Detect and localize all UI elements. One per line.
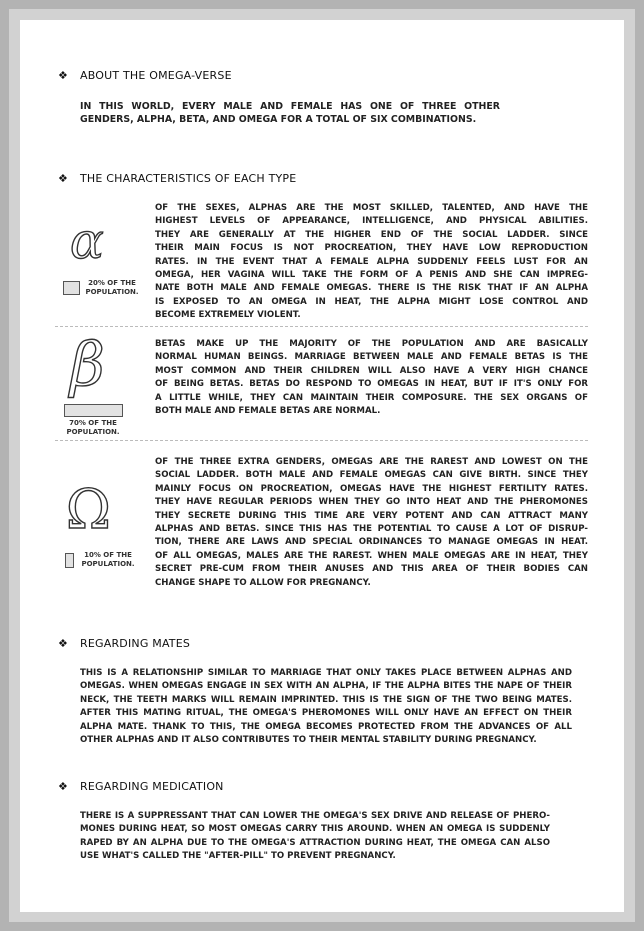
text-line: NORMAL HUMAN BEINGS. MARRIAGE BETWEEN MALE AND FEMALE BETAS IS THE xyxy=(155,352,588,363)
text-line: RATES. IN THE EVENT THAT A FEMALE ALPHA SUDDENLY FEELS LUST FOR AN xyxy=(155,256,588,267)
text-line: OMEGA, HER VAGINA WILL TAKE THE FORM OF A PENIS AND SHE CAN IMPREG- xyxy=(155,269,588,280)
text-line: IS EXPOSED TO AN OMEGA IN HEAT, THE ALPHA MIGHT LOSE CONTROL AND xyxy=(155,296,588,307)
text-line: OF BEING BETAS. BETAS DO RESPOND TO OMEGAS IN HEAT, BUT IF IT'S ONLY FOR xyxy=(155,379,588,390)
text-line: ALPHA MATE. THANK TO THIS, THE OMEGA BECOMES PROTECTED FROM THE ADVANCES OF ALL xyxy=(80,721,572,732)
heading-about xyxy=(58,69,232,82)
caption-line: POPULATION. xyxy=(66,428,120,436)
alpha-symbol: α xyxy=(70,212,104,270)
dotted-divider xyxy=(55,440,588,441)
text-line: ALPHAS AND BETAS. SINCE THIS HAS THE POTENTIAL TO CAUSE A LOT OF DISRUP- xyxy=(155,523,588,534)
text-line: TION, THERE ARE LAWS AND SPECIAL ORDINANCES TO MANAGE OMEGAS IN HEAT. xyxy=(155,537,588,548)
beta-paragraph xyxy=(155,338,588,418)
dotted-divider xyxy=(55,326,588,327)
text-line: THEIR MAIN FOCUS IS NOT PROCREATION, THEY HAVE LOW REPRODUCTION xyxy=(155,243,588,254)
omega-paragraph xyxy=(155,456,588,590)
text-line: IN THIS WORLD, EVERY MALE AND FEMALE HAS ONE OF THREE OTHER xyxy=(80,101,500,112)
text-line: SECRET PRE-CUM FROM THEIR ANUSES AND THIS AREA OF THEIR BODIES CAN xyxy=(155,564,588,575)
text-line: MAINLY FOCUS ON PROCREATION, OMEGAS HAVE THE HIGHEST FERTILITY RATES. xyxy=(155,483,588,494)
four-diamond-bullet-icon: ❖ xyxy=(58,780,69,793)
text-line: BECOME EXTREMELY VIOLENT. xyxy=(155,310,301,321)
text-line: MONES DURING HEAT, SO MOST OMEGAS CARRY THIS AROUND. WHEN AN OMEGA IS SUDDENLY xyxy=(80,824,550,835)
text-line: BETAS MAKE UP THE MAJORITY OF THE POPULATION AND ARE BASICALLY xyxy=(155,339,588,349)
caption-line: 20% OF THE xyxy=(88,279,136,287)
omega-symbol: Ω xyxy=(66,478,111,541)
caption-line: 70% OF THE xyxy=(69,419,117,427)
heading-text: ABOUT THE OMEGA-VERSE xyxy=(80,69,232,82)
text-line: THEY HAVE REGULAR PERIODS WHEN THEY GO INTO HEAT AND THE PHEROMONES xyxy=(155,497,588,508)
text-line: AFTER THIS MATING RITUAL, THE OMEGA'S PHEROMONES WILL ONLY HAVE AN EFFECT ON THEIR xyxy=(80,708,572,719)
text-line: OF THE SEXES, ALPHAS ARE THE MOST SKILLED, TALENTED, AND HAVE THE xyxy=(155,203,588,213)
caption-line: POPULATION. xyxy=(81,560,135,568)
mates-paragraph xyxy=(80,667,572,747)
text-line: BOTH MALE AND FEMALE BETAS ARE NORMAL. xyxy=(155,405,381,416)
about-paragraph xyxy=(80,100,500,127)
text-line: THIS IS A RELATIONSHIP SIMILAR TO MARRIAGE THAT ONLY TAKES PLACE BETWEEN ALPHAS AND xyxy=(80,668,572,678)
text-line: OMEGAS. WHEN OMEGAS ENGAGE IN SEX WITH AN ALPHA, IF THE ALPHA BITES THE NAPE OF THEIR xyxy=(80,681,572,692)
text-line: A LITTLE WHILE, THEY CAN MAINTAIN THEIR COMPOSURE. THE SEX ORGANS OF xyxy=(155,392,588,403)
text-line: THEY SECRETE DURING THIS TIME ARE VERY POTENT AND CAN ATTRACT MANY xyxy=(155,510,588,521)
omega-population-bar xyxy=(65,553,74,568)
text-line: MOST COMMON AND THEIR CHILDREN WILL ALSO HAVE A VERY HIGH CHANCE xyxy=(155,365,588,376)
text-line: THEY ARE GENERALLY AT THE HIGHER END OF THE SOCIAL LADDER. SINCE xyxy=(155,229,588,240)
text-line: RAPED BY AN ALPHA DUE TO THE OMEGA'S ATTRACTION DURING HEAT, THE OMEGA CAN ALSO xyxy=(80,837,550,848)
caption-line: 10% OF THE xyxy=(84,551,132,559)
text-line: OTHER ALPHAS AND IT ALSO CONTRIBUTES TO THEIR MENTAL STABILITY DURING PREGNANCY. xyxy=(80,734,537,745)
beta-population-caption xyxy=(60,419,126,437)
text-line: CHANGE SHAPE TO ALLOW FOR PREGNANCY. xyxy=(155,577,371,588)
text-line: GENDERS, ALPHA, BETA, AND OMEGA FOR A TOTAL OF SIX COMBINATIONS. xyxy=(80,114,477,126)
alpha-population-caption xyxy=(82,279,142,297)
medication-paragraph xyxy=(80,810,550,864)
heading-medication xyxy=(58,780,224,793)
beta-population-bar xyxy=(64,404,123,417)
four-diamond-bullet-icon: ❖ xyxy=(58,172,69,185)
heading-text: REGARDING MEDICATION xyxy=(80,780,224,793)
alpha-paragraph xyxy=(155,202,588,323)
text-line: NECK, THE TEETH MARKS WILL REMAIN IMPRINTED. THIS IS THE SIGN OF THE TWO BEING MATES. xyxy=(80,694,572,705)
text-line: THERE IS A SUPPRESSANT THAT CAN LOWER THE OMEGA'S SEX DRIVE AND RELEASE OF PHERO- xyxy=(80,811,550,821)
beta-symbol: β xyxy=(70,330,105,400)
text-line: HIGHEST LEVELS OF APPEARANCE, INTELLIGENCE, AND PHYSICAL ABILITIES. xyxy=(155,216,588,227)
alpha-population-bar xyxy=(63,281,80,295)
text-line: USE WHAT'S CALLED THE "AFTER-PILL" TO PREVENT PREGNANCY. xyxy=(80,851,396,862)
text-line: NATE BOTH MALE AND FEMALE OMEGAS. THERE IS THE RISK THAT IF AN ALPHA xyxy=(155,283,588,294)
heading-text: REGARDING MATES xyxy=(80,637,191,650)
text-line: OF THE THREE EXTRA GENDERS, OMEGAS ARE THE RAREST AND LOWEST ON THE xyxy=(155,457,588,467)
text-line: OF ALL OMEGAS, MALES ARE THE RAREST. WHEN MALE OMEGAS ARE IN HEAT, THEY xyxy=(155,550,588,561)
omega-population-caption xyxy=(78,551,138,569)
caption-line: POPULATION. xyxy=(85,288,139,296)
four-diamond-bullet-icon: ❖ xyxy=(58,637,69,650)
four-diamond-bullet-icon: ❖ xyxy=(58,69,69,82)
heading-characteristics xyxy=(58,172,296,185)
heading-text: THE CHARACTERISTICS OF EACH TYPE xyxy=(80,172,297,185)
text-line: SOCIAL LADDER. BOTH MALE AND FEMALE OMEGAS CAN GIVE BIRTH. SINCE THEY xyxy=(155,470,588,481)
heading-mates xyxy=(58,637,190,650)
